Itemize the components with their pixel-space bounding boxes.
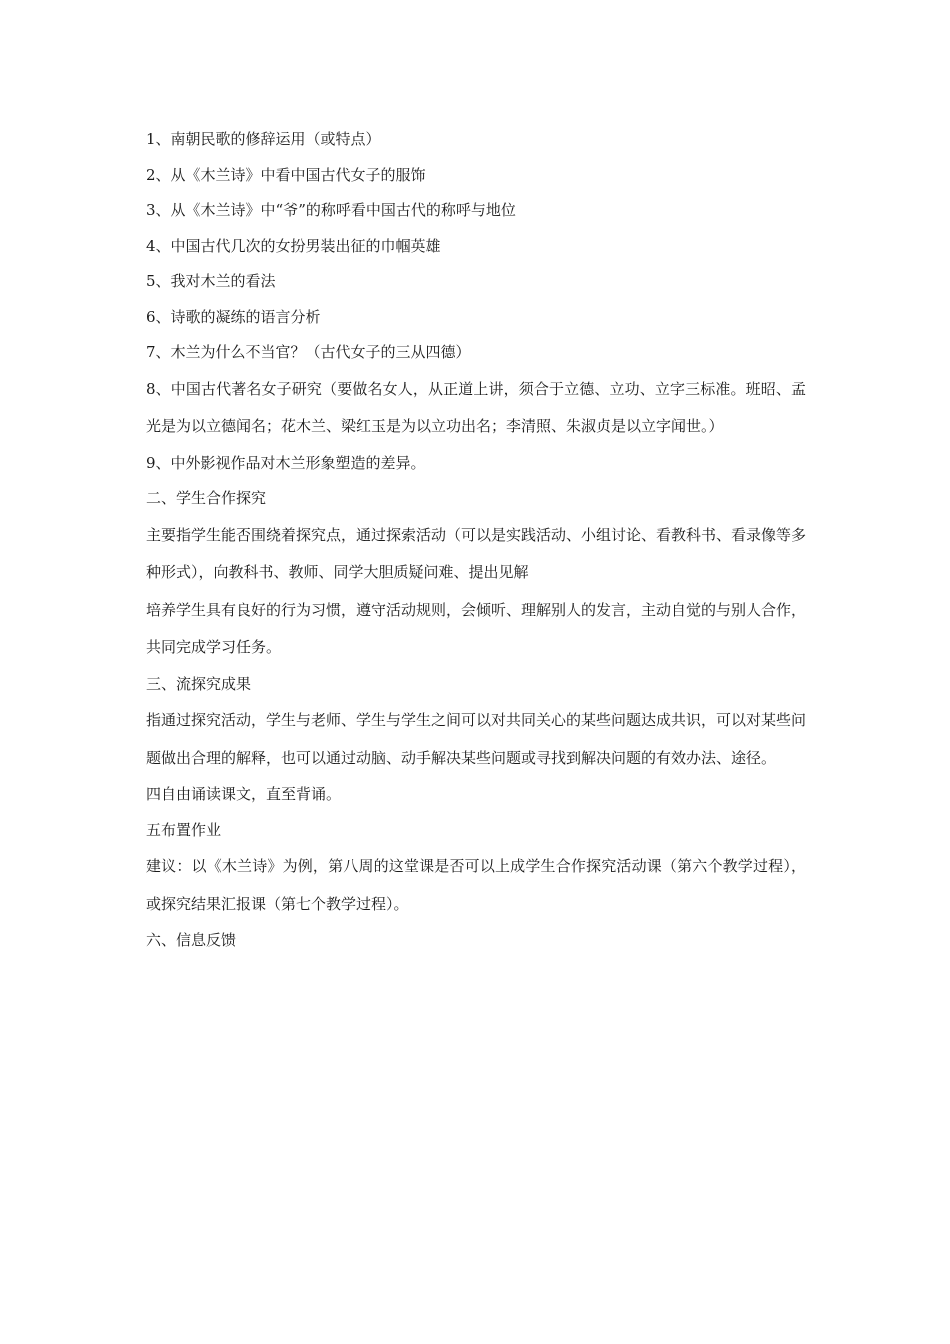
section-5-paragraph: 建议：以《木兰诗》为例，第八周的这堂课是否可以上成学生合作探究活动课（第六个教学过程），或探究结果汇报课（第七个教学过程）。 — [146, 857, 806, 913]
section-heading-5: 五布置作业 — [146, 820, 222, 839]
list-item: 3、从《木兰诗》中“爷”的称呼看中国古代的称呼与地位 — [146, 201, 516, 219]
section-2-paragraph-2: 培养学生具有良好的行为习惯，遵守活动规则，会倾听、理解别人的发言，主动自觉的与别人合作，共同完成学习任务。 — [146, 600, 807, 656]
section-2-paragraph-1: 主要指学生能否围绕着探究点，通过探索活动（可以是实践活动、小组讨论、看教科书、看录像等多种形式），向教科书、教师、同学大胆质疑问难、提出见解 — [146, 525, 807, 581]
section-heading-2: 二、学生合作探究 — [146, 489, 267, 507]
section-heading-6: 六、信息反馈 — [146, 931, 237, 949]
document-body — [146, 122, 806, 959]
list-item: 6、诗歌的凝练的语言分析 — [146, 307, 321, 326]
section-3-paragraph: 指通过探究活动，学生与老师、学生与学生之间可以对共同关心的某些问题达成共识，可以对某些问题做出合理的解释，也可以通过动脑、动手解决某些问题或寻找到解决问题的有效办法、途径。 — [146, 711, 807, 767]
section-heading-3: 三、流探究成果 — [146, 674, 252, 693]
list-item: 1、南朝民歌的修辞运用（或特点） — [146, 130, 381, 148]
section-heading-4: 四自由诵读课文，直至背诵。 — [146, 785, 342, 803]
list-item: 9、中外影视作品对木兰形象塑造的差异。 — [146, 453, 426, 472]
list-item: 5、我对木兰的看法 — [146, 272, 276, 290]
list-item: 7、木兰为什么不当官？（古代女子的三从四德） — [146, 343, 471, 361]
list-item: 4、中国古代几次的女扮男装出征的巾帼英雄 — [146, 236, 441, 255]
list-item-8-paragraph: 8、中国古代著名女子研究（要做名女人，从正道上讲，须合于立德、立功、立字三标准。班昭、孟光是为以立德闻名；花木兰、梁红玉是为以立功出名；李清照、朱淑贞是以立字闻世。） — [146, 379, 806, 435]
list-item: 2、从《木兰诗》中看中国古代女子的服饰 — [146, 165, 426, 184]
